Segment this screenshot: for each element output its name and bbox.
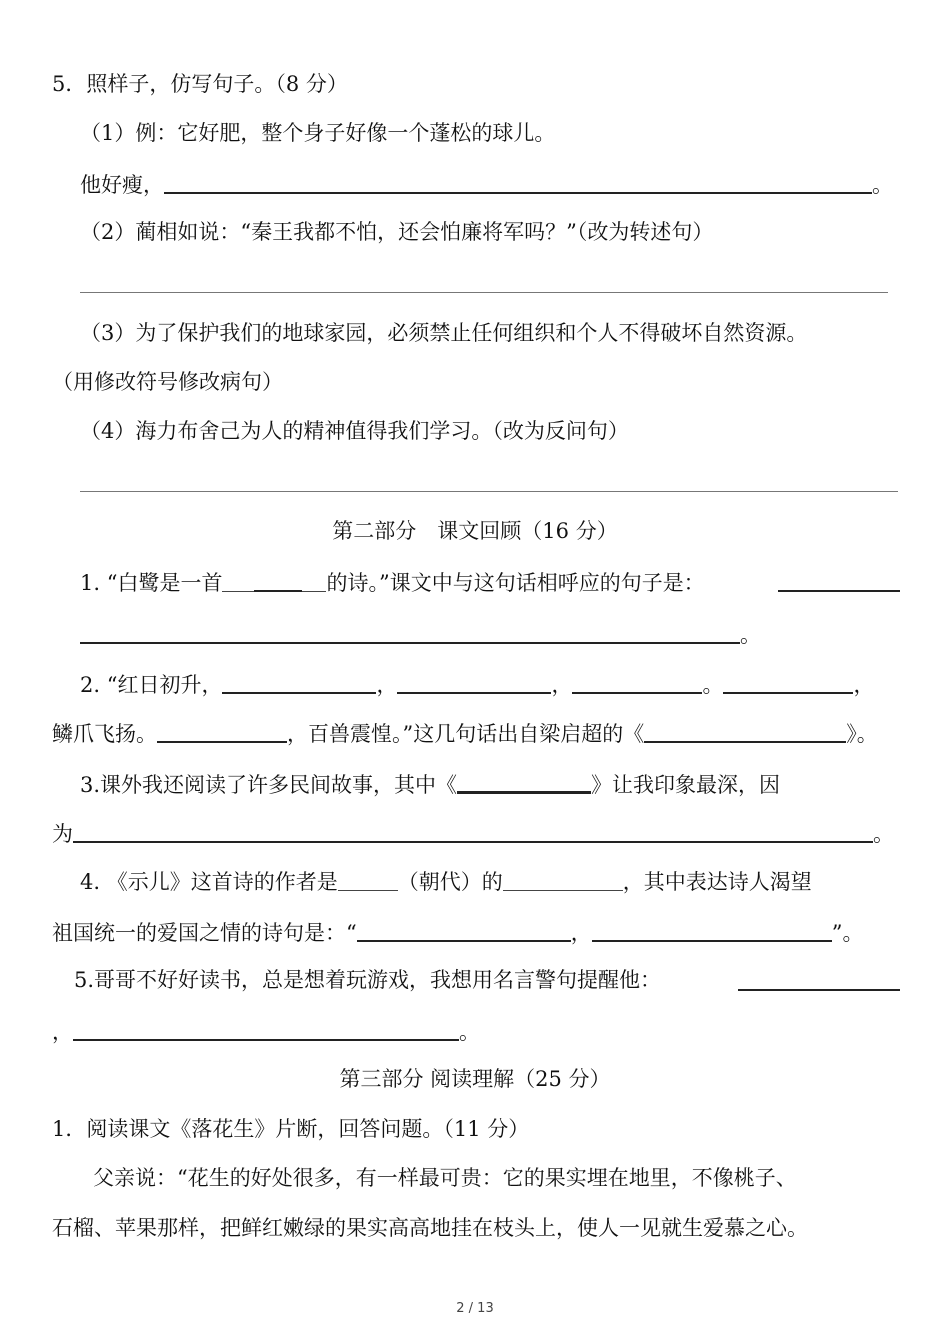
p2-q1-blank	[778, 568, 900, 596]
answer-blank[interactable]	[302, 569, 326, 592]
text: 的诗。”课文中与这句话相呼应的句子是：	[326, 571, 705, 595]
answer-blank[interactable]	[644, 719, 846, 743]
answer-blank[interactable]	[592, 918, 832, 942]
answer-blank[interactable]	[222, 569, 254, 592]
answer-blank[interactable]	[723, 670, 853, 694]
answer-line[interactable]	[80, 292, 888, 293]
punct: 。	[702, 673, 724, 697]
answer-blank[interactable]	[73, 819, 873, 843]
punct: ，	[570, 921, 592, 945]
text: ，百兽震惶。”这几句话出自梁启超的《	[287, 722, 645, 746]
p2-q5-line2	[52, 1017, 480, 1045]
answer-blank[interactable]	[222, 670, 376, 694]
p2-q1-line1	[80, 568, 705, 596]
text: （朝代）的	[397, 870, 503, 894]
text: 为	[52, 822, 73, 846]
p3-passage-line2: 石榴、苹果那样，把鲜红嫩绿的果实高高地挂在枝头上，使人一见就生爱慕之心。	[52, 1216, 808, 1240]
p3-passage-line1: 父亲说：“花生的好处很多，有一样最可贵：它的果实埋在地里，不像桃子、	[93, 1166, 797, 1190]
answer-blank[interactable]	[503, 868, 623, 891]
q5-s1-prefix: 他好瘦，	[80, 173, 164, 197]
q5-s3-line1: （3）为了保护我们的地球家园，必须禁止任何组织和个人不得破坏自然资源。	[80, 321, 808, 345]
page-number: 2 / 13	[456, 1301, 494, 1316]
punct: 》。	[846, 722, 878, 746]
p2-q2-line1	[80, 670, 874, 698]
part3-heading: 第三部分 阅读理解（25 分）	[339, 1067, 611, 1091]
text: 2. “红日初升，	[80, 673, 223, 697]
punct: ”。	[831, 921, 864, 945]
p2-q1-line2	[80, 620, 761, 648]
p2-q4-line2	[52, 918, 864, 946]
text: 5.哥哥不好好读书，总是想着玩游戏，我想用名言警句提醒他：	[74, 968, 662, 992]
p3-q1-title: 1．阅读课文《落花生》片断，回答问题。（11 分）	[52, 1117, 530, 1141]
answer-blank[interactable]	[397, 670, 551, 694]
text: 3.课外我还阅读了许多民间故事，其中《	[80, 773, 458, 797]
punct: 。	[459, 1020, 480, 1044]
punct: ，	[853, 673, 875, 697]
q5-s4: （4）海力布舍己为人的精神值得我们学习。（改为反问句）	[80, 419, 629, 443]
q5-s2: （2）蔺相如说：“秦王我都不怕，还会怕廉将军吗？”（改为转述句）	[80, 220, 714, 244]
answer-blank[interactable]	[738, 967, 900, 991]
answer-blank[interactable]	[254, 568, 302, 592]
part2-heading: 第二部分 课文回顾（16 分）	[332, 519, 618, 543]
answer-blank[interactable]	[80, 620, 740, 644]
text: 鳞爪飞扬。	[52, 722, 157, 746]
answer-blank[interactable]	[338, 868, 398, 891]
answer-blank[interactable]	[73, 1017, 459, 1041]
q5-s1-example: （1）例：它好肥，整个身子好像一个蓬松的球儿。	[80, 121, 556, 145]
answer-blank[interactable]	[778, 568, 900, 592]
p2-q4-line1	[80, 868, 812, 895]
punct: ，	[52, 1020, 73, 1044]
q5-s1-line	[80, 170, 893, 198]
text: 1. “白鹭是一首	[80, 571, 223, 595]
answer-blank[interactable]	[157, 719, 287, 743]
p2-q2-line2	[52, 719, 878, 747]
text: ，其中表达诗人渴望	[622, 870, 812, 894]
p2-q5-line1	[74, 967, 661, 993]
q5-s3-line2: （用修改符号修改病句）	[52, 370, 283, 394]
punct: 。	[873, 822, 894, 846]
p2-q5-blank	[738, 967, 900, 995]
punct: ，	[376, 673, 398, 697]
text: 祖国统一的爱国之情的诗句是：“	[52, 921, 357, 945]
text: 》让我印象最深，因	[591, 773, 781, 797]
answer-blank[interactable]	[164, 170, 872, 194]
text: 4. 《示儿》这首诗的作者是	[80, 870, 338, 894]
answer-line[interactable]	[80, 491, 898, 492]
p2-q3-line2	[52, 819, 894, 847]
punct: 。	[740, 623, 761, 647]
q5-title: 5．照样子，仿写句子。（8 分）	[52, 72, 348, 96]
p2-q3-line1	[80, 769, 780, 798]
punct: ，	[551, 673, 573, 697]
answer-blank[interactable]	[457, 769, 591, 794]
answer-blank[interactable]	[357, 918, 571, 942]
punct: 。	[872, 173, 893, 197]
answer-blank[interactable]	[572, 670, 702, 694]
